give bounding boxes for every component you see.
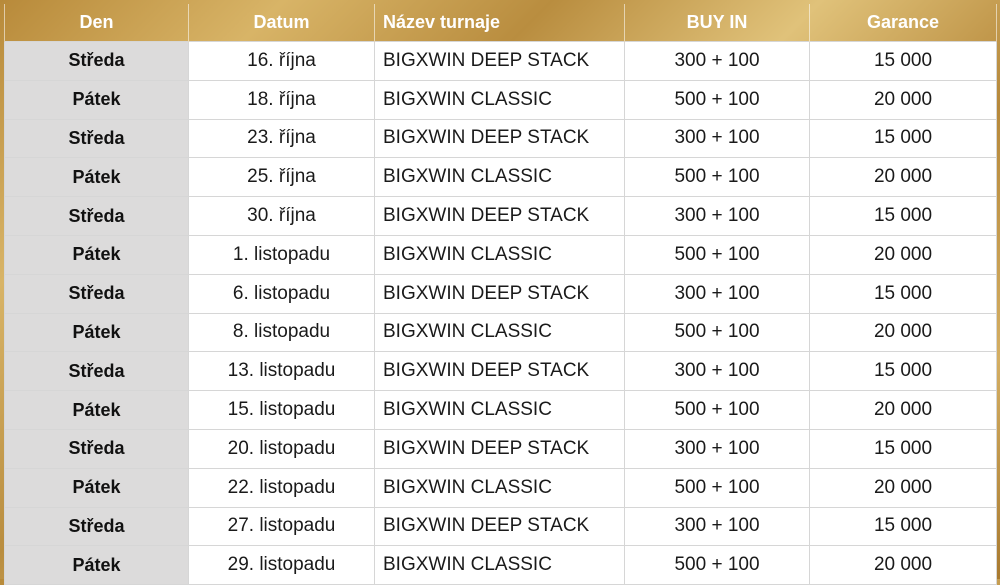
day-cell: Středa <box>5 274 189 313</box>
header-guarantee: Garance <box>810 4 997 42</box>
date-cell: 27. listopadu <box>189 507 375 546</box>
tournament-name-cell: BIGXWIN DEEP STACK <box>375 197 625 236</box>
table-header <box>5 4 997 42</box>
buy-in-cell: 300 + 100 <box>625 42 810 81</box>
date-cell: 13. listopadu <box>189 352 375 391</box>
table-row <box>5 313 997 352</box>
tournament-schedule-table <box>4 4 997 585</box>
tournament-name-cell: BIGXWIN DEEP STACK <box>375 42 625 81</box>
buy-in-cell: 300 + 100 <box>625 119 810 158</box>
buy-in-cell: 300 + 100 <box>625 429 810 468</box>
date-cell: 15. listopadu <box>189 391 375 430</box>
tournament-name-cell: BIGXWIN CLASSIC <box>375 313 625 352</box>
table-row <box>5 158 997 197</box>
guarantee-cell: 20 000 <box>810 80 997 119</box>
tournament-name-cell: BIGXWIN DEEP STACK <box>375 507 625 546</box>
guarantee-cell: 15 000 <box>810 429 997 468</box>
header-buy-in: BUY IN <box>625 4 810 42</box>
day-cell: Pátek <box>5 546 189 585</box>
day-cell: Pátek <box>5 158 189 197</box>
table-row <box>5 507 997 546</box>
day-cell: Středa <box>5 197 189 236</box>
guarantee-cell: 20 000 <box>810 158 997 197</box>
tournament-name-cell: BIGXWIN CLASSIC <box>375 80 625 119</box>
tournament-name-cell: BIGXWIN CLASSIC <box>375 235 625 274</box>
guarantee-cell: 15 000 <box>810 352 997 391</box>
buy-in-cell: 500 + 100 <box>625 235 810 274</box>
guarantee-cell: 15 000 <box>810 119 997 158</box>
table-row <box>5 352 997 391</box>
table-body <box>5 42 997 585</box>
day-cell: Středa <box>5 352 189 391</box>
tournament-name-cell: BIGXWIN DEEP STACK <box>375 429 625 468</box>
table-row <box>5 80 997 119</box>
day-cell: Pátek <box>5 468 189 507</box>
date-cell: 1. listopadu <box>189 235 375 274</box>
day-cell: Středa <box>5 429 189 468</box>
buy-in-cell: 300 + 100 <box>625 197 810 236</box>
buy-in-cell: 500 + 100 <box>625 468 810 507</box>
tournament-name-cell: BIGXWIN CLASSIC <box>375 158 625 197</box>
day-cell: Pátek <box>5 80 189 119</box>
table-row <box>5 42 997 81</box>
table-row <box>5 274 997 313</box>
buy-in-cell: 500 + 100 <box>625 546 810 585</box>
date-cell: 25. října <box>189 158 375 197</box>
buy-in-cell: 300 + 100 <box>625 274 810 313</box>
buy-in-cell: 500 + 100 <box>625 391 810 430</box>
table-row <box>5 119 997 158</box>
day-cell: Pátek <box>5 391 189 430</box>
table-row <box>5 391 997 430</box>
tournament-name-cell: BIGXWIN CLASSIC <box>375 391 625 430</box>
date-cell: 23. října <box>189 119 375 158</box>
guarantee-cell: 15 000 <box>810 197 997 236</box>
tournament-name-cell: BIGXWIN DEEP STACK <box>375 274 625 313</box>
guarantee-cell: 20 000 <box>810 468 997 507</box>
tournament-name-cell: BIGXWIN DEEP STACK <box>375 119 625 158</box>
buy-in-cell: 500 + 100 <box>625 158 810 197</box>
schedule-frame <box>4 4 996 575</box>
day-cell: Středa <box>5 42 189 81</box>
guarantee-cell: 15 000 <box>810 42 997 81</box>
buy-in-cell: 500 + 100 <box>625 313 810 352</box>
table-row <box>5 235 997 274</box>
date-cell: 8. listopadu <box>189 313 375 352</box>
guarantee-cell: 15 000 <box>810 274 997 313</box>
tournament-name-cell: BIGXWIN DEEP STACK <box>375 352 625 391</box>
table-row <box>5 429 997 468</box>
guarantee-cell: 20 000 <box>810 546 997 585</box>
date-cell: 29. listopadu <box>189 546 375 585</box>
day-cell: Středa <box>5 507 189 546</box>
tournament-name-cell: BIGXWIN CLASSIC <box>375 546 625 585</box>
date-cell: 6. listopadu <box>189 274 375 313</box>
buy-in-cell: 300 + 100 <box>625 507 810 546</box>
guarantee-cell: 20 000 <box>810 235 997 274</box>
date-cell: 16. října <box>189 42 375 81</box>
buy-in-cell: 500 + 100 <box>625 80 810 119</box>
table-row <box>5 197 997 236</box>
date-cell: 18. října <box>189 80 375 119</box>
header-date: Datum <box>189 4 375 42</box>
guarantee-cell: 20 000 <box>810 313 997 352</box>
header-tournament-name: Název turnaje <box>375 4 625 42</box>
date-cell: 22. listopadu <box>189 468 375 507</box>
buy-in-cell: 300 + 100 <box>625 352 810 391</box>
guarantee-cell: 20 000 <box>810 391 997 430</box>
guarantee-cell: 15 000 <box>810 507 997 546</box>
day-cell: Pátek <box>5 313 189 352</box>
day-cell: Středa <box>5 119 189 158</box>
header-day: Den <box>5 4 189 42</box>
table-row <box>5 468 997 507</box>
date-cell: 20. listopadu <box>189 429 375 468</box>
header-row <box>5 4 997 42</box>
date-cell: 30. října <box>189 197 375 236</box>
tournament-name-cell: BIGXWIN CLASSIC <box>375 468 625 507</box>
day-cell: Pátek <box>5 235 189 274</box>
